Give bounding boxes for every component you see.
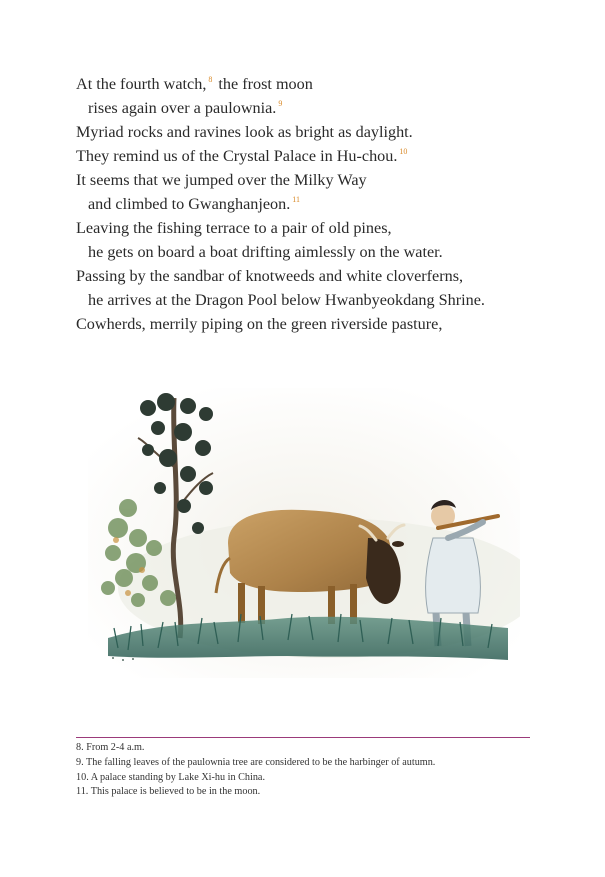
poem-line-10: he arrives at the Dragon Pool below Hwanbyeokdang Shrine. — [88, 291, 485, 309]
poem-line-6: and climbed to Gwanghanjeon. $^{11}$ — [88, 195, 300, 213]
footnote-11: 11. This palace is believed to be in the moon. — [76, 786, 261, 798]
footnote-marker-8[interactable]: 8 — [208, 75, 213, 84]
poem-line-2: rises again over a paulownia. $^9$ — [88, 99, 283, 117]
poem-line-9: Passing by the sandbar of knotweeds and white cloverferns, — [76, 267, 464, 285]
poem-line-3: Myriad rocks and ravines look as bright as daylight. — [76, 123, 413, 141]
footnote-divider — [76, 737, 530, 738]
footnote-marker-9[interactable]: 9 — [278, 99, 283, 108]
poem-line-5: It seems that we jumped over the Milky Way — [76, 171, 367, 189]
footnotes — [76, 741, 546, 800]
poem-line-1: At the fourth watch, $^8$ the frost moon — [76, 75, 313, 93]
poem-text — [76, 72, 596, 336]
footnote-9: 9. The falling leaves of the paulownia tree are considered to be the harbinger of autumn. — [76, 756, 436, 768]
footnote-marker-11[interactable]: 11 — [292, 195, 300, 204]
footnote-8: 8. From 2-4 a.m. — [76, 742, 145, 753]
poem-line-8: he gets on board a boat drifting aimlessly on the water. — [88, 243, 443, 261]
poem-line-4: They remind us of the Crystal Palace in Hu-chou. $^{10}$ — [76, 147, 408, 165]
poem-line-11: Cowherds, merrily piping on the green riverside pasture, — [76, 315, 443, 333]
poem-line-7: Leaving the fishing terrace to a pair of old pines, — [76, 219, 392, 237]
cowherd-illustration — [88, 388, 520, 678]
footnote-marker-10[interactable]: 10 — [399, 147, 408, 156]
footnote-10: 10. A palace standing by Lake Xi-hu in China. — [76, 771, 265, 783]
